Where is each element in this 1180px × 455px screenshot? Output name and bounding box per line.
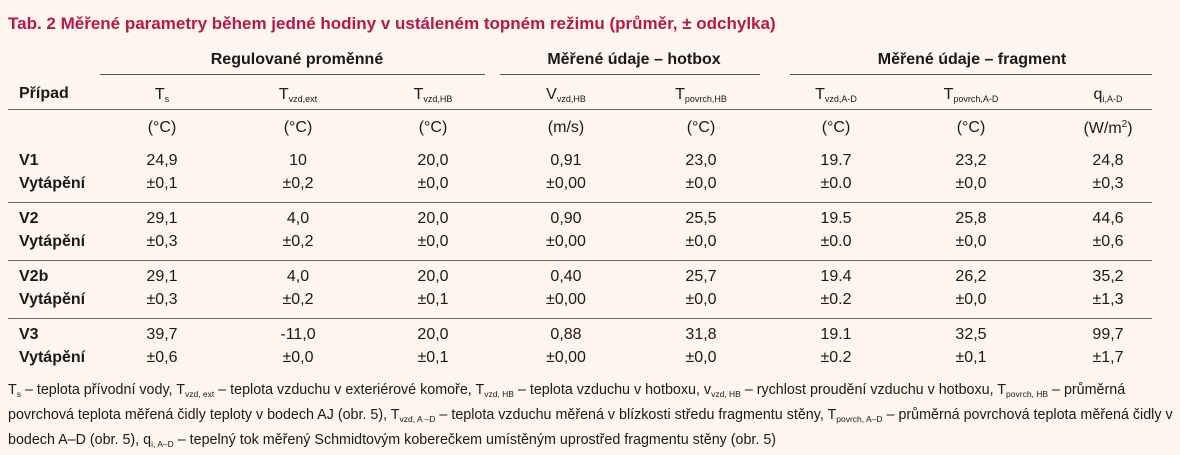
column-unit [233, 119, 363, 137]
column-symbol [97, 86, 227, 104]
case-label: Vytápění [19, 175, 86, 192]
column-symbol [771, 86, 901, 104]
table-footnote [8, 380, 1173, 455]
cell-deviation: ±0,0 [417, 233, 449, 250]
cell-deviation: ±0,6 [146, 349, 178, 366]
cell-mean: 10 [289, 152, 307, 169]
footnote-subscript: vzd, A –D [399, 414, 436, 424]
footnote-subscript: i, A–D [151, 439, 174, 449]
group-underline-hotbox [500, 74, 760, 75]
cell-mean: 29,1 [146, 210, 178, 227]
cell-deviation: ±0,3 [1092, 175, 1124, 192]
group-header-hotbox: Měřené údaje – hotbox [547, 51, 721, 68]
cell-mean: 25,7 [685, 268, 717, 285]
group-header-regulated: Regulované proměnné [210, 51, 384, 68]
cell-mean: 19.4 [820, 268, 852, 285]
footnote-subscript: s [16, 389, 21, 399]
column-unit-text: (W/m [1083, 120, 1122, 137]
cell-mean: 39,7 [146, 326, 178, 343]
cell-deviation: ±0,00 [546, 349, 586, 366]
cell-mean: 24,8 [1092, 152, 1124, 169]
footnote-subscript: vzd, HB [711, 389, 741, 399]
row-divider [8, 260, 1152, 261]
footnote-subscript: povrch, HB [1006, 389, 1049, 399]
cell-mean: 0,88 [550, 326, 582, 343]
cell-deviation: ±0,3 [146, 291, 178, 308]
cell-mean: 31,8 [685, 326, 717, 343]
column-symbol-letter: T [413, 86, 424, 103]
group-underline-regulated [100, 74, 485, 75]
column-symbol-letter: T [675, 86, 685, 103]
cell-mean: 23,2 [955, 152, 987, 169]
column-unit [368, 119, 498, 137]
column-unit [97, 119, 227, 137]
row-divider [8, 318, 1152, 319]
column-symbol-letter: T [278, 86, 289, 103]
case-name: V3 [19, 326, 39, 343]
cell-mean: 25,5 [685, 210, 717, 227]
cell-mean: 0,90 [550, 210, 582, 227]
case-label: Vytápění [19, 349, 86, 366]
cell-deviation: ±0,3 [146, 233, 178, 250]
column-unit [636, 119, 766, 137]
row-divider [8, 202, 1152, 203]
footnote-text: – tepelný tok měřený Schmidtovým koberečkem umístěným uprostřed fragmentu stěny (obr. 5) [173, 432, 777, 448]
cell-mean: 20,0 [417, 268, 449, 285]
cell-deviation: ±0,1 [417, 349, 449, 366]
cell-mean: 20,0 [417, 210, 449, 227]
column-symbol-subscript: vzd,ext [288, 94, 318, 104]
footnote-text: – průměrná povrchová teplota měřená čidly teploty v bodech AJ (obr. 5), T [8, 382, 1126, 423]
cell-mean: -11,0 [280, 326, 316, 343]
case-name: V2b [19, 268, 49, 285]
cell-deviation: ±0.2 [820, 291, 852, 308]
column-symbol-letter: V [546, 86, 557, 103]
cell-mean: 99,7 [1092, 326, 1124, 343]
cell-mean: 35,2 [1092, 268, 1124, 285]
column-unit [1043, 119, 1173, 138]
column-unit-text: (°C) [418, 119, 448, 136]
column-unit-superscript: 2 [1121, 119, 1128, 130]
cell-mean: 29,1 [146, 268, 178, 285]
column-symbol-subscript: vzd,A-D [824, 94, 857, 104]
column-symbol [233, 86, 363, 104]
cell-mean: 20,0 [417, 152, 449, 169]
cell-mean: 44,6 [1092, 210, 1124, 227]
cell-deviation: ±0,00 [546, 233, 586, 250]
cell-deviation: ±0.0 [820, 175, 852, 192]
cell-mean: 32,5 [955, 326, 987, 343]
footnote-subscript: povrch, A–D [836, 414, 883, 424]
column-symbol [368, 86, 498, 104]
column-symbol-subscript: povrch,A-D [953, 94, 999, 104]
cell-deviation: ±0,0 [955, 175, 987, 192]
column-unit [501, 119, 631, 137]
cell-mean: 23,0 [685, 152, 717, 169]
column-symbol [1043, 86, 1173, 104]
column-symbol [636, 86, 766, 104]
cell-deviation: ±0,1 [146, 175, 178, 192]
cell-deviation: ±0,6 [1092, 233, 1124, 250]
column-unit-text: (°C) [956, 119, 986, 136]
cell-deviation: ±0,0 [685, 291, 717, 308]
footnote-text: T [8, 382, 17, 398]
cell-deviation: ±0,1 [417, 291, 449, 308]
cell-mean: 25,8 [955, 210, 987, 227]
column-unit-text: (°C) [821, 119, 851, 136]
column-unit-text: (°C) [283, 119, 313, 136]
column-symbol-subscript: povrch,HB [684, 94, 727, 104]
cell-mean: 19.5 [820, 210, 852, 227]
group-underline-fragment [790, 74, 1152, 75]
column-unit [906, 119, 1036, 137]
column-symbol-subscript: vzd,HB [556, 94, 586, 104]
cell-deviation: ±0,2 [282, 291, 314, 308]
case-label: Vytápění [19, 291, 86, 308]
cell-deviation: ±0,0 [685, 175, 717, 192]
footnote-text: – teplota vzduchu měřená v blízkosti středu fragmentu stěny, T [435, 407, 837, 423]
case-name: V1 [19, 152, 39, 169]
cell-deviation: ±0,0 [685, 349, 717, 366]
group-header-fragment: Měřené údaje – fragment [877, 51, 1067, 68]
cell-deviation: ±0,00 [546, 175, 586, 192]
footnote-text: – rychlost proudění vzduchu v hotboxu, T [740, 382, 1007, 398]
column-unit-text: (°C) [686, 119, 716, 136]
cell-deviation: ±1,3 [1092, 291, 1124, 308]
cell-mean: 0,40 [550, 268, 582, 285]
column-symbol-letter: q [1093, 86, 1103, 103]
cell-mean: 0,91 [550, 152, 582, 169]
cell-deviation: ±0,00 [546, 291, 586, 308]
cell-mean: 19.7 [820, 152, 852, 169]
footnote-text: – teplota přívodní vody, T [20, 382, 185, 398]
cell-deviation: ±0,0 [685, 233, 717, 250]
footnote-text: – průměrná povrchová teplota měřená čidly v bodech A–D (obr. 5), q [8, 407, 1173, 448]
column-symbol-subscript: s [164, 94, 170, 104]
column-symbol-letter: T [943, 86, 954, 103]
column-symbol [501, 86, 631, 104]
column-unit [771, 119, 901, 137]
footnote-subscript: vzd, HB [484, 389, 514, 399]
cell-mean: 24,9 [146, 152, 178, 169]
column-symbol [906, 86, 1036, 104]
column-unit-text: (°C) [147, 119, 177, 136]
cell-deviation: ±0,0 [417, 175, 449, 192]
footnote-text: – teplota vzduchu v hotboxu, v [513, 382, 712, 398]
footnote-text: – teplota vzduchu v exteriérové komoře, T [214, 382, 485, 398]
case-label: Vytápění [19, 233, 86, 250]
table-title: Tab. 2 Měřené parametry během jedné hodiny v ustáleném topném režimu (průměr, ± odchylka) [8, 14, 776, 33]
column-unit-end: ) [1127, 120, 1133, 137]
cell-deviation: ±0,0 [282, 349, 314, 366]
case-column-header: Případ [19, 85, 69, 102]
cell-mean: 19.1 [820, 326, 852, 343]
column-symbol-subscript: vzd,HB [423, 94, 453, 104]
cell-deviation: ±0,0 [955, 291, 987, 308]
cell-deviation: ±0.2 [820, 349, 852, 366]
case-name: V2 [19, 210, 39, 227]
cell-mean: 4,0 [286, 268, 310, 285]
column-symbol-letter: T [154, 86, 165, 103]
cell-deviation: ±0,2 [282, 175, 314, 192]
cell-deviation: ±1,7 [1092, 349, 1124, 366]
column-symbol-subscript: i,A-D [1102, 94, 1123, 104]
footnote-subscript: vzd, ext [184, 389, 215, 399]
cell-mean: 26,2 [955, 268, 987, 285]
column-unit-text: (m/s) [547, 119, 585, 136]
cell-deviation: ±0,0 [955, 233, 987, 250]
cell-mean: 4,0 [286, 210, 310, 227]
column-symbol-letter: T [815, 86, 825, 103]
header-divider [8, 109, 1152, 110]
cell-deviation: ±0,1 [955, 349, 987, 366]
cell-mean: 20,0 [417, 326, 449, 343]
cell-deviation: ±0,2 [282, 233, 314, 250]
cell-deviation: ±0.0 [820, 233, 852, 250]
